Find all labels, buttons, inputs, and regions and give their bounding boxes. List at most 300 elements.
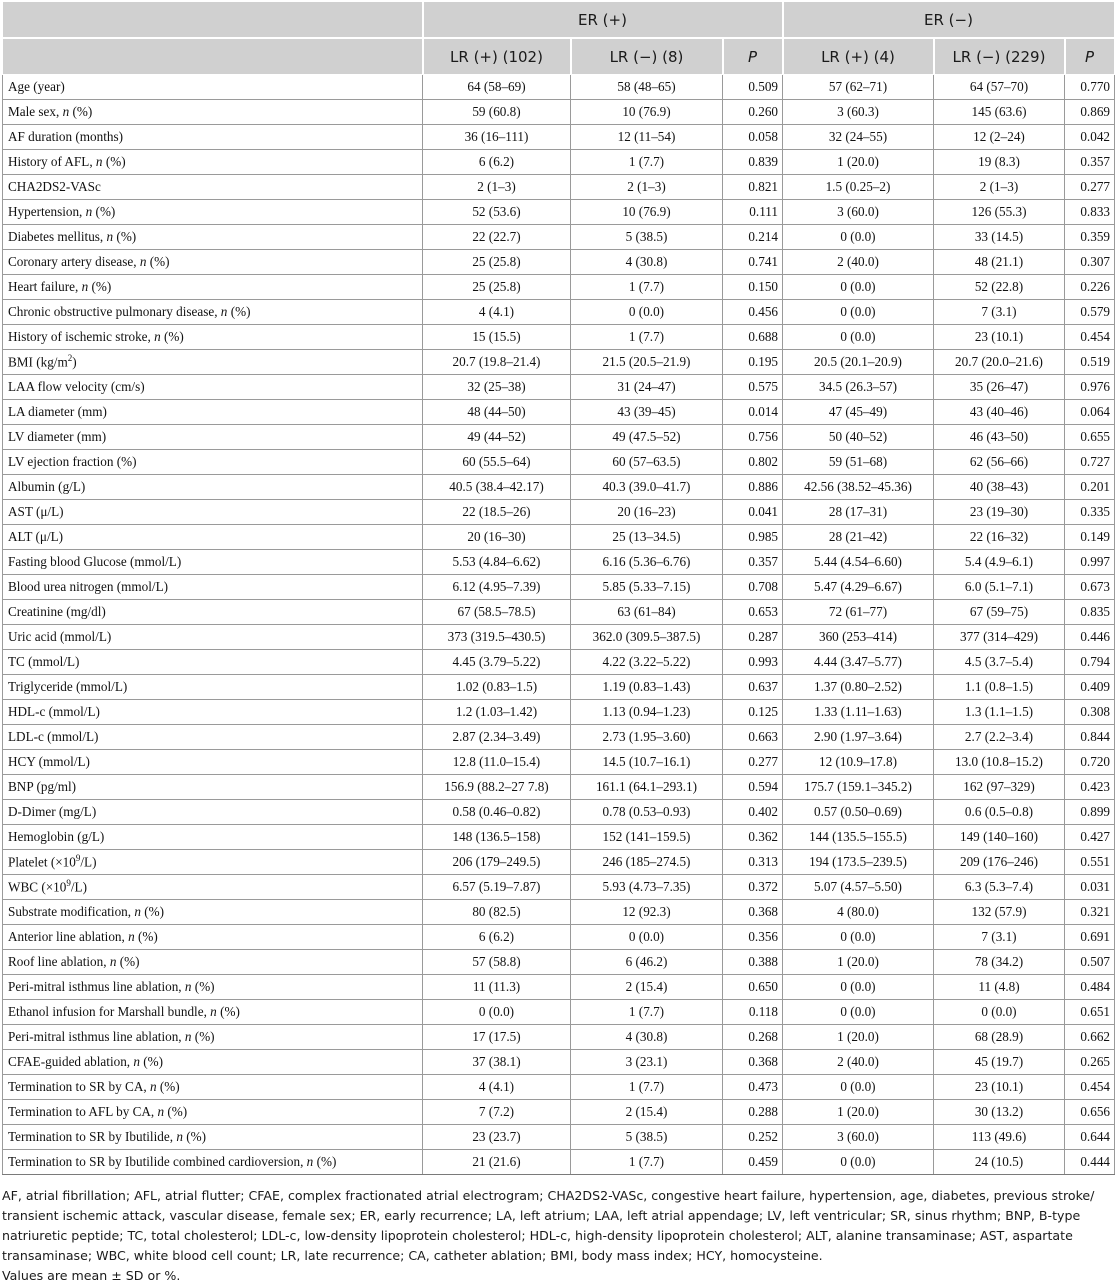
value-cell: 13.0 (10.8–15.2) — [934, 750, 1065, 775]
value-cell: 175.7 (159.1–345.2) — [783, 775, 934, 800]
value-cell: 1 (20.0) — [783, 1100, 934, 1125]
p-value-cell: 0.444 — [1065, 1150, 1115, 1175]
p-value-cell: 0.459 — [723, 1150, 783, 1175]
table-row — [3, 150, 1115, 175]
table-row — [3, 1100, 1115, 1125]
table-row — [3, 1150, 1115, 1175]
header-group-er-negative: ER (−) — [783, 2, 1115, 39]
value-cell: 3 (60.3) — [783, 100, 934, 125]
value-cell: 0 (0.0) — [783, 225, 934, 250]
p-value-cell: 0.111 — [723, 200, 783, 225]
value-cell: 3 (23.1) — [571, 1050, 723, 1075]
p-value-cell: 0.454 — [1065, 1075, 1115, 1100]
p-value-cell: 0.214 — [723, 225, 783, 250]
value-cell: 60 (55.5–64) — [423, 450, 571, 475]
header-col-p: P — [723, 38, 783, 75]
p-value-cell: 0.454 — [1065, 325, 1115, 350]
p-value-cell: 0.288 — [723, 1100, 783, 1125]
value-cell: 1.1 (0.8–1.5) — [934, 675, 1065, 700]
value-cell: 37 (38.1) — [423, 1050, 571, 1075]
row-label: Roof line ablation, n (%) — [3, 950, 423, 975]
value-cell: 40.3 (39.0–41.7) — [571, 475, 723, 500]
p-value-cell: 0.802 — [723, 450, 783, 475]
value-cell: 40.5 (38.4–42.17) — [423, 475, 571, 500]
value-cell: 7 (7.2) — [423, 1100, 571, 1125]
p-value-cell: 0.899 — [1065, 800, 1115, 825]
row-label: TC (mmol/L) — [3, 650, 423, 675]
value-cell: 1 (7.7) — [571, 1075, 723, 1100]
table-row — [3, 525, 1115, 550]
value-cell: 1.3 (1.1–1.5) — [934, 700, 1065, 725]
p-value-cell: 0.507 — [1065, 950, 1115, 975]
value-cell: 40 (38–43) — [934, 475, 1065, 500]
value-cell: 6.0 (5.1–7.1) — [934, 575, 1065, 600]
value-cell: 45 (19.7) — [934, 1050, 1065, 1075]
p-value-cell: 0.473 — [723, 1075, 783, 1100]
value-cell: 49 (47.5–52) — [571, 425, 723, 450]
value-cell: 5.47 (4.29–6.67) — [783, 575, 934, 600]
p-value-cell: 0.835 — [1065, 600, 1115, 625]
row-label: D-Dimer (mg/L) — [3, 800, 423, 825]
p-value-cell: 0.651 — [1065, 1000, 1115, 1025]
value-cell: 194 (173.5–239.5) — [783, 850, 934, 875]
table-row — [3, 675, 1115, 700]
value-cell: 67 (58.5–78.5) — [423, 600, 571, 625]
table-row — [3, 500, 1115, 525]
value-cell: 132 (57.9) — [934, 900, 1065, 925]
row-label: Termination to SR by Ibutilide, n (%) — [3, 1125, 423, 1150]
p-value-cell: 0.844 — [1065, 725, 1115, 750]
header-blank-2 — [3, 38, 423, 75]
value-cell: 6 (46.2) — [571, 950, 723, 975]
value-cell: 10 (76.9) — [571, 100, 723, 125]
table-container — [2, 1, 1114, 1175]
value-cell: 2.73 (1.95–3.60) — [571, 725, 723, 750]
p-value-cell: 0.064 — [1065, 400, 1115, 425]
value-cell: 23 (10.1) — [934, 325, 1065, 350]
value-cell: 63 (61–84) — [571, 600, 723, 625]
p-value-cell: 0.201 — [1065, 475, 1115, 500]
value-cell: 14.5 (10.7–16.1) — [571, 750, 723, 775]
value-cell: 126 (55.3) — [934, 200, 1065, 225]
p-value-cell: 0.125 — [723, 700, 783, 725]
value-cell: 1 (20.0) — [783, 950, 934, 975]
p-value-cell: 0.423 — [1065, 775, 1115, 800]
p-value-cell: 0.409 — [1065, 675, 1115, 700]
row-label: Uric acid (mmol/L) — [3, 625, 423, 650]
value-cell: 1 (7.7) — [571, 325, 723, 350]
table-row — [3, 1050, 1115, 1075]
p-value-cell: 0.656 — [1065, 1100, 1115, 1125]
value-cell: 1 (7.7) — [571, 1150, 723, 1175]
value-cell: 7 (3.1) — [934, 300, 1065, 325]
value-cell: 12 (10.9–17.8) — [783, 750, 934, 775]
p-value-cell: 0.637 — [723, 675, 783, 700]
p-value-cell: 0.446 — [1065, 625, 1115, 650]
header-col: LR (+) (4) — [783, 38, 934, 75]
p-value-cell: 0.688 — [723, 325, 783, 350]
p-value-cell: 0.509 — [723, 75, 783, 100]
value-cell: 152 (141–159.5) — [571, 825, 723, 850]
table-row — [3, 450, 1115, 475]
value-cell: 1.13 (0.94–1.23) — [571, 700, 723, 725]
row-label: LA diameter (mm) — [3, 400, 423, 425]
row-label: Termination to SR by CA, n (%) — [3, 1075, 423, 1100]
row-label: BNP (pg/ml) — [3, 775, 423, 800]
data-table — [2, 1, 1116, 1175]
table-row — [3, 225, 1115, 250]
header-col: LR (−) (8) — [571, 38, 723, 75]
value-cell: 6 (6.2) — [423, 150, 571, 175]
p-value-cell: 0.368 — [723, 1050, 783, 1075]
p-value-cell: 0.456 — [723, 300, 783, 325]
p-value-cell: 0.362 — [723, 825, 783, 850]
value-cell: 0 (0.0) — [783, 1150, 934, 1175]
value-cell: 1.19 (0.83–1.43) — [571, 675, 723, 700]
value-cell: 2 (40.0) — [783, 1050, 934, 1075]
p-value-cell: 0.741 — [723, 250, 783, 275]
value-cell: 4 (30.8) — [571, 1025, 723, 1050]
value-cell: 12 (92.3) — [571, 900, 723, 925]
value-cell: 43 (39–45) — [571, 400, 723, 425]
value-cell: 149 (140–160) — [934, 825, 1065, 850]
p-value-cell: 0.794 — [1065, 650, 1115, 675]
row-label: Hemoglobin (g/L) — [3, 825, 423, 850]
value-cell: 5.44 (4.54–6.60) — [783, 550, 934, 575]
p-value-cell: 0.287 — [723, 625, 783, 650]
table-row — [3, 950, 1115, 975]
row-label: Hypertension, n (%) — [3, 200, 423, 225]
value-cell: 4.45 (3.79–5.22) — [423, 650, 571, 675]
table-row — [3, 175, 1115, 200]
value-cell: 0 (0.0) — [783, 325, 934, 350]
table-row — [3, 875, 1115, 900]
value-cell: 68 (28.9) — [934, 1025, 1065, 1050]
value-cell: 31 (24–47) — [571, 375, 723, 400]
value-cell: 20.7 (20.0–21.6) — [934, 350, 1065, 375]
value-cell: 28 (21–42) — [783, 525, 934, 550]
p-value-cell: 0.594 — [723, 775, 783, 800]
p-value-cell: 0.265 — [1065, 1050, 1115, 1075]
row-label: WBC $(\times 10^9/L)$ — [3, 875, 423, 900]
row-label: Diabetes mellitus, n (%) — [3, 225, 423, 250]
header-col: LR (+) (102) — [423, 38, 571, 75]
value-cell: 144 (135.5–155.5) — [783, 825, 934, 850]
value-cell: 25 (25.8) — [423, 250, 571, 275]
row-label: Blood urea nitrogen (mmol/L) — [3, 575, 423, 600]
row-label: History of ischemic stroke, n (%) — [3, 325, 423, 350]
p-value-cell: 0.655 — [1065, 425, 1115, 450]
value-cell: 5 (38.5) — [571, 225, 723, 250]
value-cell: 1 (20.0) — [783, 150, 934, 175]
p-value-cell: 0.372 — [723, 875, 783, 900]
row-label: Creatinine (mg/dl) — [3, 600, 423, 625]
value-cell: 161.1 (64.1–293.1) — [571, 775, 723, 800]
value-cell: 360 (253–414) — [783, 625, 934, 650]
value-cell: 20 (16–30) — [423, 525, 571, 550]
row-label: Peri-mitral isthmus line ablation, n (%) — [3, 1025, 423, 1050]
value-cell: 4.44 (3.47–5.77) — [783, 650, 934, 675]
p-value-cell: 0.484 — [1065, 975, 1115, 1000]
value-cell: 25 (25.8) — [423, 275, 571, 300]
table-row — [3, 775, 1115, 800]
value-cell: 19 (8.3) — [934, 150, 1065, 175]
p-value-cell: 0.149 — [1065, 525, 1115, 550]
value-cell: 5 (38.5) — [571, 1125, 723, 1150]
row-label: Chronic obstructive pulmonary disease, n (%) — [3, 300, 423, 325]
value-cell: 47 (45–49) — [783, 400, 934, 425]
value-cell: 0.78 (0.53–0.93) — [571, 800, 723, 825]
value-cell: 49 (44–52) — [423, 425, 571, 450]
value-cell: 22 (18.5–26) — [423, 500, 571, 525]
value-cell: 0 (0.0) — [423, 1000, 571, 1025]
p-value-cell: 0.662 — [1065, 1025, 1115, 1050]
value-cell: 5.53 (4.84–6.62) — [423, 550, 571, 575]
value-cell: 35 (26–47) — [934, 375, 1065, 400]
value-cell: 52 (53.6) — [423, 200, 571, 225]
value-cell: 32 (24–55) — [783, 125, 934, 150]
p-value-cell: 0.368 — [723, 900, 783, 925]
value-cell: 1 (7.7) — [571, 1000, 723, 1025]
p-value-cell: 0.226 — [1065, 275, 1115, 300]
value-cell: 46 (43–50) — [934, 425, 1065, 450]
value-cell: 0 (0.0) — [783, 300, 934, 325]
row-label: HCY (mmol/L) — [3, 750, 423, 775]
table-row — [3, 200, 1115, 225]
p-value-cell: 0.359 — [1065, 225, 1115, 250]
value-cell: 64 (57–70) — [934, 75, 1065, 100]
p-value-cell: 0.997 — [1065, 550, 1115, 575]
table-row — [3, 550, 1115, 575]
value-cell: 64 (58–69) — [423, 75, 571, 100]
value-cell: 2 (15.4) — [571, 1100, 723, 1125]
value-cell: 4 (4.1) — [423, 1075, 571, 1100]
value-cell: 162 (97–329) — [934, 775, 1065, 800]
value-cell: 156.9 (88.2–27 7.8) — [423, 775, 571, 800]
table-row — [3, 850, 1115, 875]
row-label: Age (year) — [3, 75, 423, 100]
table-footnotes — [2, 1186, 1114, 1286]
value-cell: 1.02 (0.83–1.5) — [423, 675, 571, 700]
table-row — [3, 375, 1115, 400]
value-cell: 20.7 (19.8–21.4) — [423, 350, 571, 375]
value-cell: 10 (76.9) — [571, 200, 723, 225]
row-label: Triglyceride (mmol/L) — [3, 675, 423, 700]
value-cell: 30 (13.2) — [934, 1100, 1065, 1125]
value-cell: 15 (15.5) — [423, 325, 571, 350]
p-value-cell: 0.727 — [1065, 450, 1115, 475]
p-value-cell: 0.014 — [723, 400, 783, 425]
value-cell: 6.12 (4.95–7.39) — [423, 575, 571, 600]
table-row — [3, 600, 1115, 625]
p-value-cell: 0.307 — [1065, 250, 1115, 275]
table-row — [3, 350, 1115, 375]
value-cell: 23 (19–30) — [934, 500, 1065, 525]
value-cell: 22 (22.7) — [423, 225, 571, 250]
value-cell: 2.7 (2.2–3.4) — [934, 725, 1065, 750]
value-cell: 1.2 (1.03–1.42) — [423, 700, 571, 725]
table-row — [3, 925, 1115, 950]
p-value-cell: 0.575 — [723, 375, 783, 400]
value-cell: 0.57 (0.50–0.69) — [783, 800, 934, 825]
value-cell: 0 (0.0) — [783, 275, 934, 300]
p-value-cell: 0.321 — [1065, 900, 1115, 925]
p-value-cell: 0.839 — [723, 150, 783, 175]
value-cell: 5.07 (4.57–5.50) — [783, 875, 934, 900]
value-cell: 48 (21.1) — [934, 250, 1065, 275]
value-cell: 0 (0.0) — [783, 925, 934, 950]
value-cell: 2 (15.4) — [571, 975, 723, 1000]
value-cell: 0 (0.0) — [783, 975, 934, 1000]
value-cell: 32 (25–38) — [423, 375, 571, 400]
table-body — [3, 75, 1115, 1175]
header-blank — [3, 2, 423, 39]
p-value-cell: 0.519 — [1065, 350, 1115, 375]
table-row — [3, 400, 1115, 425]
value-cell: 2.90 (1.97–3.64) — [783, 725, 934, 750]
table-row — [3, 1025, 1115, 1050]
value-cell: 4.22 (3.22–5.22) — [571, 650, 723, 675]
table-row — [3, 300, 1115, 325]
p-value-cell: 0.720 — [1065, 750, 1115, 775]
value-cell: 6 (6.2) — [423, 925, 571, 950]
value-cell: 67 (59–75) — [934, 600, 1065, 625]
value-cell: 6.16 (5.36–6.76) — [571, 550, 723, 575]
p-value-cell: 0.708 — [723, 575, 783, 600]
value-cell: 206 (179–249.5) — [423, 850, 571, 875]
p-value-cell: 0.195 — [723, 350, 783, 375]
value-cell: 0 (0.0) — [571, 300, 723, 325]
table-row — [3, 575, 1115, 600]
p-value-cell: 0.976 — [1065, 375, 1115, 400]
value-cell: 0 (0.0) — [934, 1000, 1065, 1025]
value-cell: 5.4 (4.9–6.1) — [934, 550, 1065, 575]
value-cell: 5.93 (4.73–7.35) — [571, 875, 723, 900]
value-cell: 12.8 (11.0–15.4) — [423, 750, 571, 775]
table-row — [3, 975, 1115, 1000]
value-cell: 373 (319.5–430.5) — [423, 625, 571, 650]
p-value-cell: 0.821 — [723, 175, 783, 200]
value-cell: 12 (2–24) — [934, 125, 1065, 150]
value-cell: 145 (63.6) — [934, 100, 1065, 125]
row-label: Termination to SR by Ibutilide combined cardioversion, n (%) — [3, 1150, 423, 1175]
value-cell: 60 (57–63.5) — [571, 450, 723, 475]
row-label: CHA2DS2-VASc — [3, 175, 423, 200]
value-cell: 1 (7.7) — [571, 150, 723, 175]
p-value-cell: 0.252 — [723, 1125, 783, 1150]
table-row — [3, 1125, 1115, 1150]
table-row — [3, 250, 1115, 275]
value-cell: 57 (58.8) — [423, 950, 571, 975]
value-cell: 17 (17.5) — [423, 1025, 571, 1050]
p-value-cell: 0.653 — [723, 600, 783, 625]
value-cell: 59 (51–68) — [783, 450, 934, 475]
value-cell: 36 (16–111) — [423, 125, 571, 150]
value-cell: 80 (82.5) — [423, 900, 571, 925]
table-row — [3, 800, 1115, 825]
value-cell: 59 (60.8) — [423, 100, 571, 125]
footnote-values: Values are mean ± SD or %. — [2, 1268, 181, 1283]
p-value-cell: 0.356 — [723, 925, 783, 950]
table-row — [3, 1075, 1115, 1100]
value-cell: 20.5 (20.1–20.9) — [783, 350, 934, 375]
p-value-cell: 0.985 — [723, 525, 783, 550]
table-row — [3, 75, 1115, 100]
value-cell: 3 (60.0) — [783, 200, 934, 225]
value-cell: 2 (1–3) — [423, 175, 571, 200]
p-value-cell: 0.260 — [723, 100, 783, 125]
row-label: Albumin (g/L) — [3, 475, 423, 500]
p-value-cell: 0.756 — [723, 425, 783, 450]
value-cell: 12 (11–54) — [571, 125, 723, 150]
p-value-cell: 0.118 — [723, 1000, 783, 1025]
value-cell: 3 (60.0) — [783, 1125, 934, 1150]
row-label: LV diameter (mm) — [3, 425, 423, 450]
value-cell: 209 (176–246) — [934, 850, 1065, 875]
p-value-cell: 0.277 — [1065, 175, 1115, 200]
value-cell: 20 (16–23) — [571, 500, 723, 525]
value-cell: 52 (22.8) — [934, 275, 1065, 300]
p-value-cell: 0.993 — [723, 650, 783, 675]
table-row — [3, 475, 1115, 500]
value-cell: 21 (21.6) — [423, 1150, 571, 1175]
value-cell: 5.85 (5.33–7.15) — [571, 575, 723, 600]
value-cell: 377 (314–429) — [934, 625, 1065, 650]
value-cell: 11 (11.3) — [423, 975, 571, 1000]
value-cell: 1 (7.7) — [571, 275, 723, 300]
table-row — [3, 650, 1115, 675]
value-cell: 28 (17–31) — [783, 500, 934, 525]
row-label: LAA flow velocity (cm/s) — [3, 375, 423, 400]
p-value-cell: 0.313 — [723, 850, 783, 875]
value-cell: 1.5 (0.25–2) — [783, 175, 934, 200]
p-value-cell: 0.335 — [1065, 500, 1115, 525]
row-label: Heart failure, n (%) — [3, 275, 423, 300]
p-value-cell: 0.663 — [723, 725, 783, 750]
value-cell: 34.5 (26.3–57) — [783, 375, 934, 400]
p-value-cell: 0.833 — [1065, 200, 1115, 225]
value-cell: 78 (34.2) — [934, 950, 1065, 975]
value-cell: 42.56 (38.52–45.36) — [783, 475, 934, 500]
value-cell: 0 (0.0) — [783, 1000, 934, 1025]
table-row — [3, 725, 1115, 750]
value-cell: 2 (1–3) — [571, 175, 723, 200]
header-col: LR (−) (229) — [934, 38, 1065, 75]
value-cell: 7 (3.1) — [934, 925, 1065, 950]
p-value-cell: 0.886 — [723, 475, 783, 500]
table-row — [3, 325, 1115, 350]
p-value-cell: 0.150 — [723, 275, 783, 300]
value-cell: 1 (20.0) — [783, 1025, 934, 1050]
table-row — [3, 900, 1115, 925]
row-label: HDL-c (mmol/L) — [3, 700, 423, 725]
row-label: Ethanol infusion for Marshall bundle, n (%) — [3, 1000, 423, 1025]
p-value-cell: 0.277 — [723, 750, 783, 775]
value-cell: 0.58 (0.46–0.82) — [423, 800, 571, 825]
row-label: Male sex, n (%) — [3, 100, 423, 125]
row-label: LDL-c (mmol/L) — [3, 725, 423, 750]
p-value-cell: 0.388 — [723, 950, 783, 975]
value-cell: 362.0 (309.5–387.5) — [571, 625, 723, 650]
p-value-cell: 0.357 — [1065, 150, 1115, 175]
row-label: Substrate modification, n (%) — [3, 900, 423, 925]
p-value-cell: 0.579 — [1065, 300, 1115, 325]
p-value-cell: 0.042 — [1065, 125, 1115, 150]
value-cell: 4 (80.0) — [783, 900, 934, 925]
value-cell: 23 (23.7) — [423, 1125, 571, 1150]
value-cell: 4 (30.8) — [571, 250, 723, 275]
row-label: Termination to AFL by CA, n (%) — [3, 1100, 423, 1125]
